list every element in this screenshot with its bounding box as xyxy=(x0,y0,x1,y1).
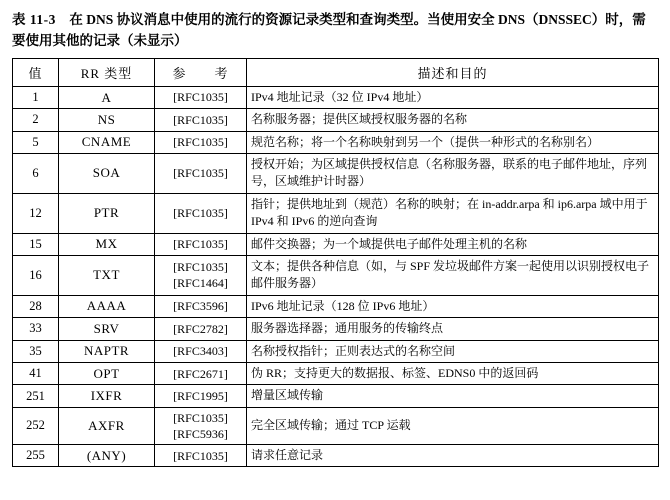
cell-value: 6 xyxy=(13,154,59,194)
cell-description: 请求任意记录 xyxy=(247,445,659,467)
reference-link: [RFC1035] xyxy=(173,135,228,150)
cell-value: 252 xyxy=(13,407,59,444)
cell-reference xyxy=(155,255,247,295)
cell-rr-type: SOA xyxy=(59,154,155,194)
cell-value: 15 xyxy=(13,233,59,255)
cell-reference xyxy=(155,318,247,340)
cell-rr-type: NAPTR xyxy=(59,340,155,362)
reference-link: [RFC2782] xyxy=(173,321,228,336)
reference-link: [RFC1995] xyxy=(173,388,228,403)
cell-description: 完全区域传输；通过 TCP 运载 xyxy=(247,407,659,444)
table-header xyxy=(13,58,659,86)
dns-record-types-table xyxy=(12,58,659,468)
reference-link: [RFC5936] xyxy=(173,426,228,441)
cell-description: 邮件交换器；为一个域提供电子邮件处理主机的名称 xyxy=(247,233,659,255)
reference-link: [RFC1035] xyxy=(173,237,228,252)
cell-rr-type: NS xyxy=(59,109,155,131)
cell-rr-type: SRV xyxy=(59,318,155,340)
cell-value: 255 xyxy=(13,445,59,467)
reference-link: [RFC3596] xyxy=(173,299,228,314)
reference-link: [RFC3403] xyxy=(173,344,228,359)
cell-rr-type: MX xyxy=(59,233,155,255)
column-header-rr-type: RR 类型 xyxy=(59,58,155,86)
column-header-value: 值 xyxy=(13,58,59,86)
cell-description: 文本；提供各种信息（如，与 SPF 发垃圾邮件方案一起使用以识别授权电子邮件服务器） xyxy=(247,255,659,295)
cell-description: 服务器选择器；通用服务的传输终点 xyxy=(247,318,659,340)
cell-rr-type: (ANY) xyxy=(59,445,155,467)
reference-link: [RFC1035] xyxy=(173,206,228,221)
cell-reference xyxy=(155,193,247,233)
table-row xyxy=(13,385,659,407)
reference-link: [RFC1035] xyxy=(173,90,228,105)
reference-link: [RFC1464] xyxy=(173,276,228,291)
cell-rr-type: CNAME xyxy=(59,131,155,153)
reference-link: [RFC1035] xyxy=(173,448,228,463)
cell-description: IPv4 地址记录（32 位 IPv4 地址） xyxy=(247,86,659,108)
cell-reference xyxy=(155,407,247,444)
table-row xyxy=(13,86,659,108)
cell-rr-type: PTR xyxy=(59,193,155,233)
cell-value: 5 xyxy=(13,131,59,153)
cell-description: 名称服务器；提供区域授权服务器的名称 xyxy=(247,109,659,131)
cell-value: 12 xyxy=(13,193,59,233)
table-row xyxy=(13,407,659,444)
table-header-row xyxy=(13,58,659,86)
cell-reference xyxy=(155,233,247,255)
cell-value: 16 xyxy=(13,255,59,295)
table-caption xyxy=(12,10,658,52)
table-row xyxy=(13,340,659,362)
cell-value: 35 xyxy=(13,340,59,362)
table-row xyxy=(13,318,659,340)
table-row xyxy=(13,362,659,384)
cell-rr-type: OPT xyxy=(59,362,155,384)
cell-description: IPv6 地址记录（128 位 IPv6 地址） xyxy=(247,295,659,317)
table-body xyxy=(13,86,659,467)
cell-reference xyxy=(155,445,247,467)
cell-value: 1 xyxy=(13,86,59,108)
cell-rr-type: AXFR xyxy=(59,407,155,444)
cell-reference xyxy=(155,362,247,384)
cell-value: 33 xyxy=(13,318,59,340)
cell-reference xyxy=(155,340,247,362)
cell-reference xyxy=(155,131,247,153)
reference-link: [RFC2671] xyxy=(173,366,228,381)
table-row xyxy=(13,109,659,131)
table-caption-text: 在 DNS 协议消息中使用的流行的资源记录类型和查询类型。当使用安全 DNS（DNSSEC）时，需要使用其他的记录（未显示） xyxy=(12,12,646,48)
reference-link: [RFC1035] xyxy=(173,112,228,127)
cell-description: 授权开始；为区域提供授权信息（名称服务器，联系的电子邮件地址，序列号，区域维护计时器） xyxy=(247,154,659,194)
reference-link: [RFC1035] xyxy=(173,410,228,425)
cell-reference xyxy=(155,109,247,131)
cell-rr-type: A xyxy=(59,86,155,108)
reference-link: [RFC1035] xyxy=(173,166,228,181)
cell-reference xyxy=(155,385,247,407)
cell-rr-type: AAAA xyxy=(59,295,155,317)
cell-description: 指针；提供地址到（规范）名称的映射；在 in-addr.arpa 和 ip6.arpa 域中用于 IPv4 和 IPv6 的逆向查询 xyxy=(247,193,659,233)
table-row xyxy=(13,255,659,295)
cell-rr-type: TXT xyxy=(59,255,155,295)
cell-description: 规范名称；将一个名称映射到另一个（提供一种形式的名称别名） xyxy=(247,131,659,153)
cell-reference xyxy=(155,295,247,317)
table-caption-label: 表 11-3 xyxy=(12,12,56,27)
cell-reference xyxy=(155,86,247,108)
cell-value: 28 xyxy=(13,295,59,317)
table-row xyxy=(13,193,659,233)
cell-description: 名称授权指针；正则表达式的名称空间 xyxy=(247,340,659,362)
cell-rr-type: IXFR xyxy=(59,385,155,407)
cell-value: 251 xyxy=(13,385,59,407)
table-row xyxy=(13,445,659,467)
cell-description: 增量区域传输 xyxy=(247,385,659,407)
column-header-description: 描述和目的 xyxy=(247,58,659,86)
column-header-reference: 参 考 xyxy=(155,58,247,86)
cell-value: 2 xyxy=(13,109,59,131)
cell-reference xyxy=(155,154,247,194)
table-row xyxy=(13,131,659,153)
cell-description: 伪 RR；支持更大的数据报、标签、EDNS0 中的返回码 xyxy=(247,362,659,384)
table-row xyxy=(13,295,659,317)
reference-link: [RFC1035] xyxy=(173,260,228,275)
table-row xyxy=(13,233,659,255)
table-row xyxy=(13,154,659,194)
cell-value: 41 xyxy=(13,362,59,384)
